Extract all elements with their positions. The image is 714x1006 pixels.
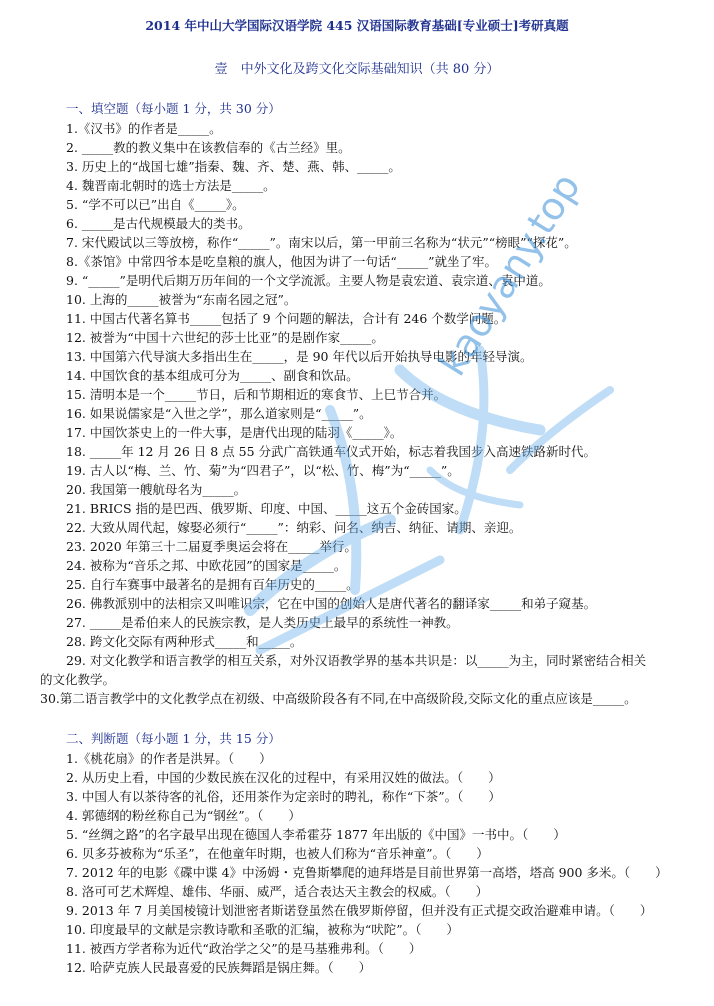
question-item: 12. 哈萨克族人民最喜爱的民族舞蹈是锅庄舞。（ ） [66, 960, 372, 975]
question-item: 8.《茶馆》中常四爷本是吃皇粮的旗人，他因为讲了一句话“_____”就坐了牢。 [66, 254, 497, 269]
question-item: 12. 被誉为“中国十六世纪的莎士比亚”的是剧作家_____。 [66, 330, 384, 345]
true-false-heading: 二、判断题（每小题 1 分，共 15 分） [66, 731, 281, 746]
question-item: 14. 中国饮食的基本组成可分为_____、副食和饮品。 [66, 368, 359, 383]
question-item: 1.《汉书》的作者是_____。 [66, 121, 222, 136]
question-item: 23. 2020 年第三十二届夏季奥运会将在_____举行。 [66, 539, 357, 554]
question-item: 25. 自行车赛事中最著名的是拥有百年历史的_____。 [66, 577, 359, 592]
question-item: 17. 中国饮茶史上的一件大事，是唐代出现的陆羽《_____》。 [66, 425, 403, 440]
question-item: 2. 从历史上看，中国的少数民族在汉化的过程中，有采用汉姓的做法。（ ） [66, 770, 501, 785]
document-title: 2014 年中山大学国际汉语学院 445 汉语国际教育基础[专业硕士]考研真题 [145, 18, 569, 33]
question-item: 4. 郭德纲的粉丝称自己为“钢丝”。（ ） [66, 808, 301, 823]
question-item: 8. 洛可可艺术辉煌、雄伟、华丽、威严，适合表达天主教会的权威。（ ） [66, 884, 489, 899]
question-item: 2. _____教的教义集中在该教信奉的《古兰经》里。 [66, 140, 351, 155]
question-item: 11. 中国古代著名算书_____包括了 9 个问题的解法，合计有 246 个数学问题。 [66, 311, 507, 326]
question-item: 6. 贝多芬被称为“乐圣”，在他童年时期，也被人们称为“音乐神童”。（ ） [66, 846, 489, 861]
question-item: 5. “学不可以已”出自《_____》。 [66, 197, 245, 212]
question-item: 9. “_____”是明代后期万历年间的一个文学流派。主要人物是袁宏道、袁宗道、袁中道。 [66, 273, 551, 288]
question-item: 15. 清明本是一个_____节日，后和节期相近的寒食节、上巳节合并。 [66, 387, 447, 402]
question-item: 10. 上海的_____被誉为“东南名园之冠”。 [66, 292, 297, 307]
question-item: 7. 宋代殿试以三等放榜，称作“_____”。南宋以后，第一甲前三名称为“状元”“榜眼”“探花”。 [66, 235, 577, 250]
question-item: 4. 魏晋南北朝时的选士方法是_____。 [66, 178, 276, 193]
question-item: 29. 对文化教学和语言教学的相互关系，对外汉语教学界的基本共识是：以_____为主，同时紧密结合相关 [66, 653, 647, 668]
question-item: 11. 被西方学者称为近代“政治学之父”的是马基雅弗利。（ ） [66, 941, 422, 956]
question-item: 3. 历史上的“战国七雄”指秦、魏、齐、楚、燕、韩、_____。 [66, 159, 401, 174]
question-item: 22. 大致从周代起，嫁娶必须行“_____”：纳彩、问名、纳吉、纳征、请期、亲迎。 [66, 520, 522, 535]
watermark-url: kaoyany.top [430, 165, 589, 384]
question-item: 26. 佛教派别中的法相宗又叫唯识宗，它在中国的创始人是唐代著名的翻译家_____和弟子窥基。 [66, 596, 597, 611]
question-item: 28. 跨文化交际有两种形式_____和_____。 [66, 634, 303, 649]
question-item: 5. “丝绸之路”的名字最早出现在德国人李希霍芬 1877 年出版的《中国》一书中。（ ） [66, 827, 566, 842]
question-item: 21. BRICS 指的是巴西、俄罗斯、印度、中国、_____这五个金砖国家。 [66, 501, 467, 516]
question-item: 7. 2012 年的电影《碟中谍 4》中汤姆・克鲁斯攀爬的迪拜塔是目前世界第一高塔，塔高 900 多米。（ ） [66, 865, 668, 880]
question-item: 1.《桃花扇》的作者是洪昇。（ ） [66, 751, 272, 766]
question-item: 6. _____是古代规模最大的类书。 [66, 216, 251, 231]
question-item: 19. 古人以“梅、兰、竹、菊”为“四君子”，以“松、竹、梅”为“_____”。 [66, 463, 460, 478]
question-continuation: 的文化教学。 [40, 672, 116, 687]
question-item: 9. 2013 年 7 月美国棱镜计划泄密者斯诺登虽然在俄罗斯停留，但并没有正式提交政治避难申请。（ ） [66, 903, 653, 918]
question-item: 24. 被称为“音乐之邦、中欧花园”的国家是_____。 [66, 558, 347, 573]
question-item: 3. 中国人有以茶待客的礼俗，还用茶作为定亲时的聘礼，称作“下茶”。（ ） [66, 789, 501, 804]
question-item: 16. 如果说儒家是“入世之学”，那么道家则是“_____”。 [66, 406, 372, 421]
question-item: 18. _____年 12 月 26 日 8 点 55 分武广高铁通车仪式开始，标志着我国步入高速铁路新时代。 [66, 444, 597, 459]
question-item: 10. 印度最早的文献是宗教诗歌和圣歌的汇编，被称为“吠陀”。（ ） [66, 922, 459, 937]
question-item: 27. _____是希伯来人的民族宗教，是人类历史上最早的系统性一神教。 [66, 615, 459, 630]
question-item: 30.第二语言教学中的文化教学点在初级、中高级阶段各有不同,在中高级阶段,交际文化的重点应该是_____。 [40, 691, 637, 706]
question-item: 13. 中国第六代导演大多指出生在_____，是 90 年代以后开始执导电影的年轻导演。 [66, 349, 533, 364]
fill-in-heading: 一、填空题（每小题 1 分，共 30 分） [66, 101, 281, 116]
section-heading: 壹 中外文化及跨文化交际基础知识（共 80 分） [214, 62, 500, 77]
question-item: 20. 我国第一艘航母名为_____。 [66, 482, 247, 497]
